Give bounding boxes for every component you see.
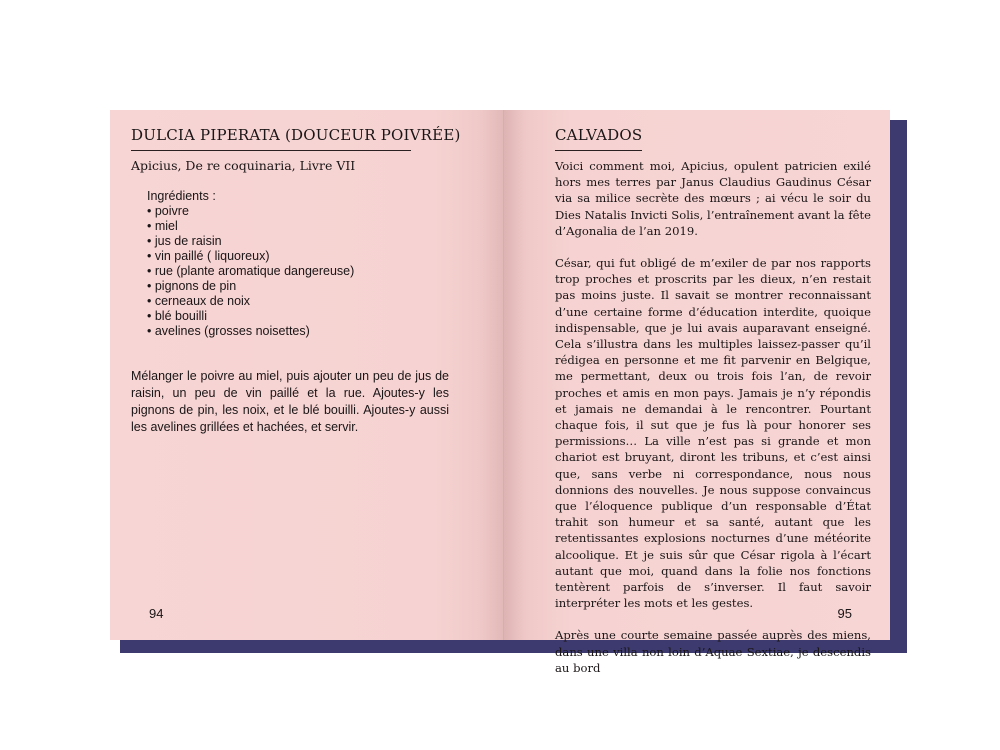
ingredient-item: • blé bouilli [147,309,207,323]
ingredient-item: • poivre [147,204,189,218]
chapter-title: CALVADOS [555,126,642,151]
body-paragraph: César, qui fut obligé de m’exiler de par nos rapports trop proches et proscrits par les dieux, n’en restait pas moins juste. Il savait se montrer reconnaissant d’une certaine forme d’éducation interdite, quoique indispensable, que je lui avais auparavant enseigné. Cela s’illustra dans les multiples laissez-passer qu’il rédigea en personne et me fit parvenir en Belgique, me permettant, deux ou trois fois l’an, de revoir proches et amis en mon pays. Jamais je n’y répondis et jamais ne demandai à le rencontrer. Pourtant chaque fois, il sut que je fus là pour honorer ses permissions… La ville n’est pas si grande et mon chariot est bruyant, diront les tribuns, et c’est ainsi que, sans verbe ni correspondance, nous nous donnions des nouvelles. Je nous suppose convaincus que l’éloquence publique d’un responsable d’État trahit son humeur et sa santé, autant que les retentissantes explosions nocturnes d’une météorite alcoolique. Et je suis sûr que César rigola à l’écart autant que moi, quand dans la folie nos fonctions tentèrent parfois de s’inverser. Il faut savoir interpréter les mots et les gestes. [555,256,871,611]
open-book [110,110,890,675]
ingredient-item: • miel [147,219,178,233]
recipe-title: DULCIA PIPERATA (DOUCEUR POIVRÉE) [131,126,411,151]
ingredient-item: • vin paillé ( liquoreux) [147,249,270,263]
body-paragraph: Après une courte semaine passée auprès des miens, dans une villa non loin d’Aquae Sextiae, je descendis au bord [555,628,871,675]
page-number-left: 94 [149,606,164,621]
recipe-instructions: Mélanger le poivre au miel, puis ajouter un peu de jus de raisin, un peu de vin paillé et la rue. Ajoutes-y les pignons de pin, les noix, et le blé bouilli. Ajoutes-y aussi les avelines grillées et hachées, et servir. [131,369,449,434]
right-page [503,110,890,675]
ingredient-item: • jus de raisin [147,234,222,248]
ingredient-item: • pignons de pin [147,279,237,293]
ingredients-list [147,204,354,339]
ingredient-item: • rue (plante aromatique dangereuse) [147,264,355,278]
ingredients-label: Ingrédients : [147,189,216,203]
page-number-right: 95 [837,606,852,621]
ingredient-item: • avelines (grosses noisettes) [147,324,310,338]
book-gutter [503,110,504,640]
left-page [110,110,503,640]
ingredient-item: • cerneaux de noix [147,294,251,308]
recipe-source: Apicius, De re coquinaria, Livre VII [131,158,356,173]
chapter-body [555,158,871,692]
body-paragraph: Voici comment moi, Apicius, opulent patricien exilé hors mes terres par Janus Claudius Gaudinus César via sa milice secrète des mœurs ; ai vécu le soir du Dies Natalis Invicti Solis, l’entraînement avant la fête d’Agonalia de l’an 2019. [555,159,871,238]
